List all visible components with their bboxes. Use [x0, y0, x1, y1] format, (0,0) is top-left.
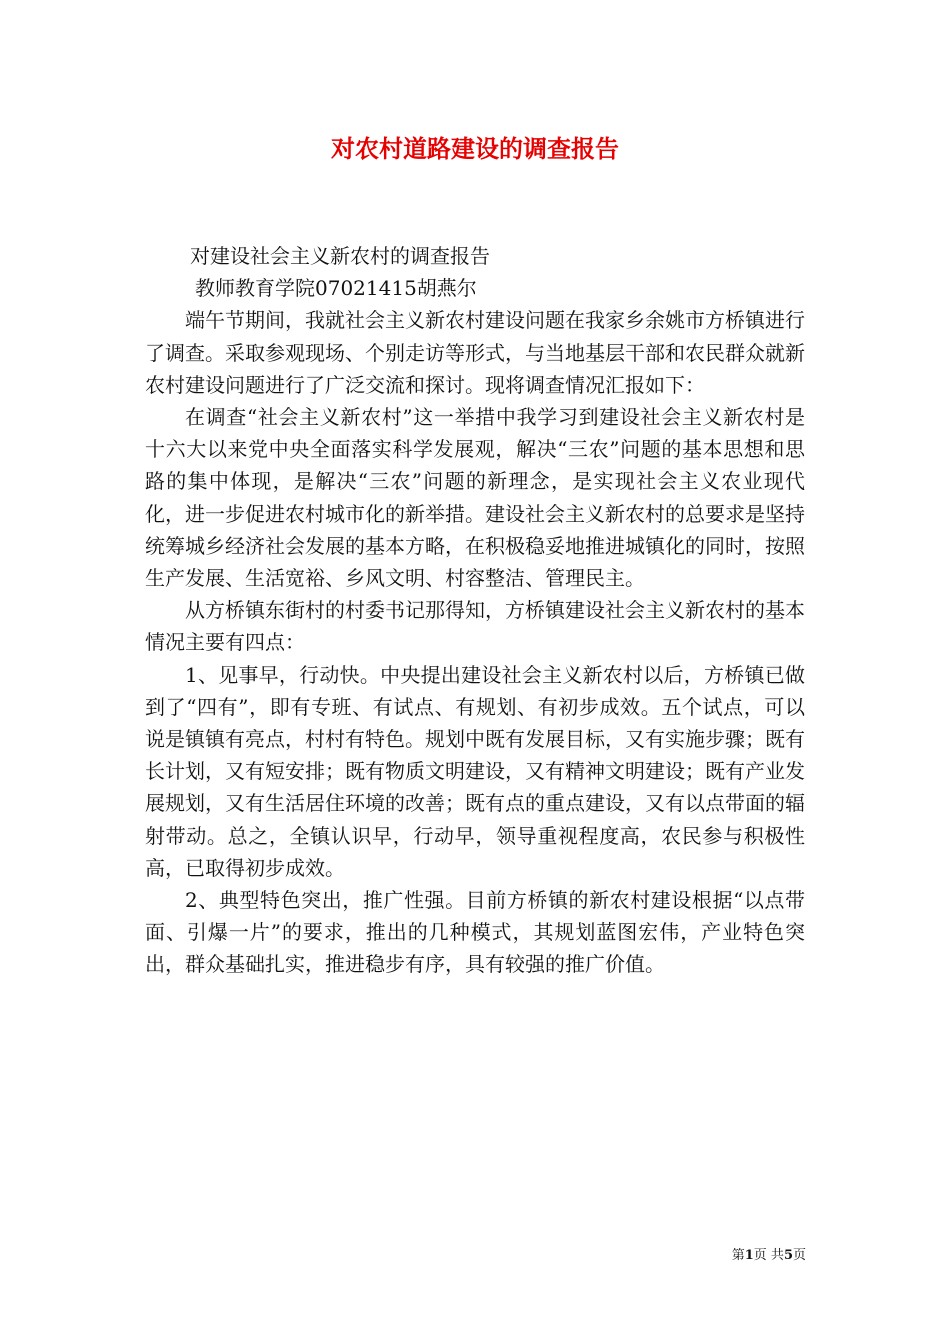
- footer-current-page: 1: [744, 1248, 754, 1263]
- footer-prefix: 第: [731, 1248, 745, 1263]
- author-paragraph: 教师教育学院07021415胡燕尔: [195, 276, 477, 301]
- body-paragraph: 2、典型特色突出，推广性强。目前方桥镇的新农村建设根据“以点带面、引爆一片”的要求，推出的几种模式，其规划蓝图宏伟，产业特色突出，群众基础扎实，推进稳步有序，具有较强的推广价值。: [145, 888, 805, 977]
- body-paragraph: 从方桥镇东街村的村委书记那得知，方桥镇建设社会主义新农村的基本情况主要有四点：: [145, 598, 805, 655]
- footer-middle: 页 共: [753, 1248, 784, 1263]
- footer-suffix: 页: [792, 1248, 806, 1263]
- body-paragraph: 在调查“社会主义新农村”这一举措中我学习到建设社会主义新农村是十六大以来党中央全面落实科学发展观，解决“三农”问题的基本思想和思路的集中体现，是解决“三农”问题的新理念，是实现社会主义农业现代化，进一步促进农村城市化的新举措。建设社会主义新农村的总要求是坚持统筹城乡经济社会发展的基本方略，在积极稳妥地推进城镇化的同时，按照生产发展、生活宽裕、乡风文明、村容整洁、管理民主。: [145, 405, 805, 591]
- subtitle-paragraph: 对建设社会主义新农村的调查报告: [190, 244, 490, 268]
- body-paragraph: 1、见事早，行动快。中央提出建设社会主义新农村以后，方桥镇已做到了“四有”，即有专班、有试点、有规划、有初步成效。五个试点，可以说是镇镇有亮点，村村有特色。规划中既有发展目标，又有实施步骤；既有长计划，又有短安排；既有物质文明建设，又有精神文明建设；既有产业发展规划，又有生活居住环境的改善；既有点的重点建设，又有以点带面的辐射带动。总之，全镇认识早，行动早，领导重视程度高，农民参与积极性高，已取得初步成效。: [145, 662, 805, 880]
- document-body: [145, 240, 805, 981]
- page-footer: [700, 1247, 806, 1265]
- body-paragraph: 端午节期间，我就社会主义新农村建设问题在我家乡余姚市方桥镇进行了调查。采取参观现场、个别走访等形式，与当地基层干部和农民群众就新农村建设问题进行了广泛交流和探讨。现将调查情况汇报如下：: [145, 308, 805, 397]
- document-title: 对农村道路建设的调查报告: [331, 134, 619, 163]
- footer-total-pages: 5: [783, 1248, 793, 1263]
